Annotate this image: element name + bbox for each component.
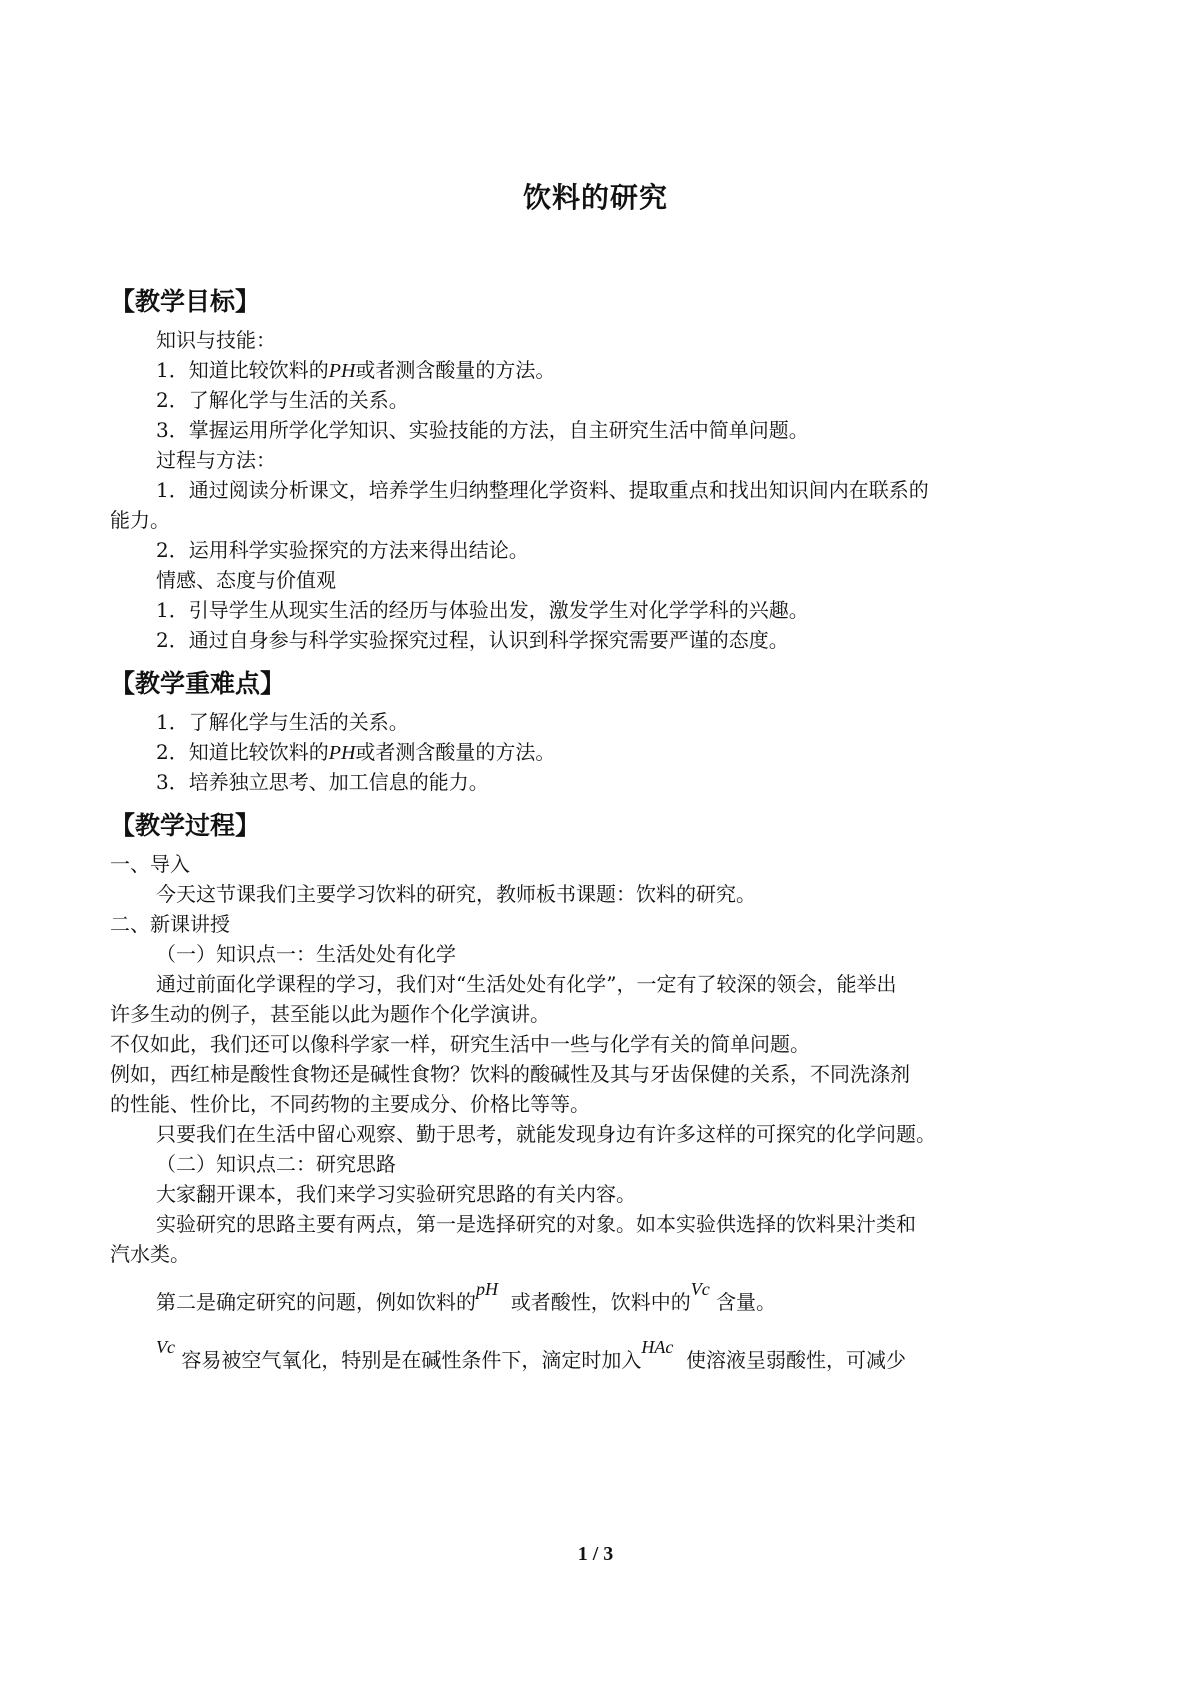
page-number: 1 / 3 xyxy=(577,1543,614,1565)
process-line: 不仅如此，我们还可以像科学家一样，研究生活中一些与化学有关的简单问题。 xyxy=(110,1032,810,1056)
objectives-line: 3．掌握运用所学化学知识、实验技能的方法，自主研究生活中简单问题。 xyxy=(156,418,809,442)
process-line xyxy=(156,1337,907,1375)
objectives-line: 过程与方法： xyxy=(156,448,276,472)
process-text: 含量。 xyxy=(716,1290,777,1314)
objectives-line: 2．运用科学实验探究的方法来得出结论。 xyxy=(156,538,529,562)
process-line: 一、导入 xyxy=(110,852,190,876)
ph-symbol: PH xyxy=(328,360,356,382)
objectives-line: 2．通过自身参与科学实验探究过程，认识到科学探究需要严谨的态度。 xyxy=(156,628,789,652)
process-line: （一）知识点一：生活处处有化学 xyxy=(156,942,456,966)
keypoints-line: 3．培养独立思考、加工信息的能力。 xyxy=(156,770,489,794)
page-title: 饮料的研究 xyxy=(522,181,668,214)
objectives-line: 情感、态度与价值观 xyxy=(156,568,336,592)
process-line: 大家翻开课本，我们来学习实验研究思路的有关内容。 xyxy=(156,1182,636,1206)
objectives-line: 知识与技能： xyxy=(156,328,276,352)
objectives-line xyxy=(156,356,555,385)
process-line: 今天这节课我们主要学习饮料的研究，教师板书课题：饮料的研究。 xyxy=(156,882,756,906)
objectives-line: 1．引导学生从现实生活的经历与体验出发，激发学生对化学学科的兴趣。 xyxy=(156,598,809,622)
process-line: 例如，西红柿是酸性食物还是碱性食物？饮料的酸碱性及其与牙齿保健的关系，不同洗涤剂 xyxy=(110,1062,910,1086)
vc-formula: Vc xyxy=(156,1337,175,1357)
keypoints-text: 或者测含酸量的方法。 xyxy=(355,740,556,764)
objectives-line: 2．了解化学与生活的关系。 xyxy=(156,388,409,412)
process-line: 实验研究的思路主要有两点，第一是选择研究的对象。如本实验供选择的饮料果汁类和 xyxy=(156,1212,916,1236)
objectives-line: 1．通过阅读分析课文，培养学生归纳整理化学资料、提取重点和找出知识间内在联系的 xyxy=(156,478,929,502)
keypoints-line: 1．了解化学与生活的关系。 xyxy=(156,710,409,734)
process-line: 通过前面化学课程的学习，我们对“生活处处有化学”，一定有了较深的领会，能举出 xyxy=(156,972,897,996)
objectives-line: 能力。 xyxy=(110,508,170,532)
process-line: （二）知识点二：研究思路 xyxy=(156,1152,396,1176)
objectives-text: 1．知道比较饮料的 xyxy=(156,358,329,382)
process-line xyxy=(156,1279,777,1317)
process-line: 只要我们在生活中留心观察、勤于思考，就能发现身边有许多这样的可探究的化学问题。 xyxy=(156,1122,936,1146)
process-text: 第二是确定研究的问题，例如饮料的 xyxy=(156,1290,476,1314)
section-heading-process: 【教学过程】 xyxy=(110,811,261,840)
ph-formula: pH xyxy=(476,1279,498,1299)
ph-symbol: PH xyxy=(328,742,356,764)
vc-formula: Vc xyxy=(690,1279,710,1299)
process-line: 汽水类。 xyxy=(110,1242,190,1266)
process-line: 许多生动的例子，甚至能以此为题作个化学演讲。 xyxy=(110,1002,550,1026)
objectives-text: 或者测含酸量的方法。 xyxy=(355,358,556,382)
process-text: 容易被空气氧化，特别是在碱性条件下，滴定时加入 xyxy=(181,1348,642,1372)
process-text: 使溶液呈弱酸性，可减少 xyxy=(686,1348,907,1372)
process-line: 的性能、性价比，不同药物的主要成分、价格比等等。 xyxy=(110,1092,590,1116)
section-heading-objectives: 【教学目标】 xyxy=(110,287,261,316)
hac-formula: HAc xyxy=(641,1337,674,1357)
section-heading-keypoints: 【教学重难点】 xyxy=(110,669,286,698)
process-text: 或者酸性，饮料中的 xyxy=(510,1290,691,1314)
keypoints-text: 2．知道比较饮料的 xyxy=(156,740,329,764)
process-line: 二、新课讲授 xyxy=(110,912,230,936)
keypoints-line xyxy=(156,738,555,767)
